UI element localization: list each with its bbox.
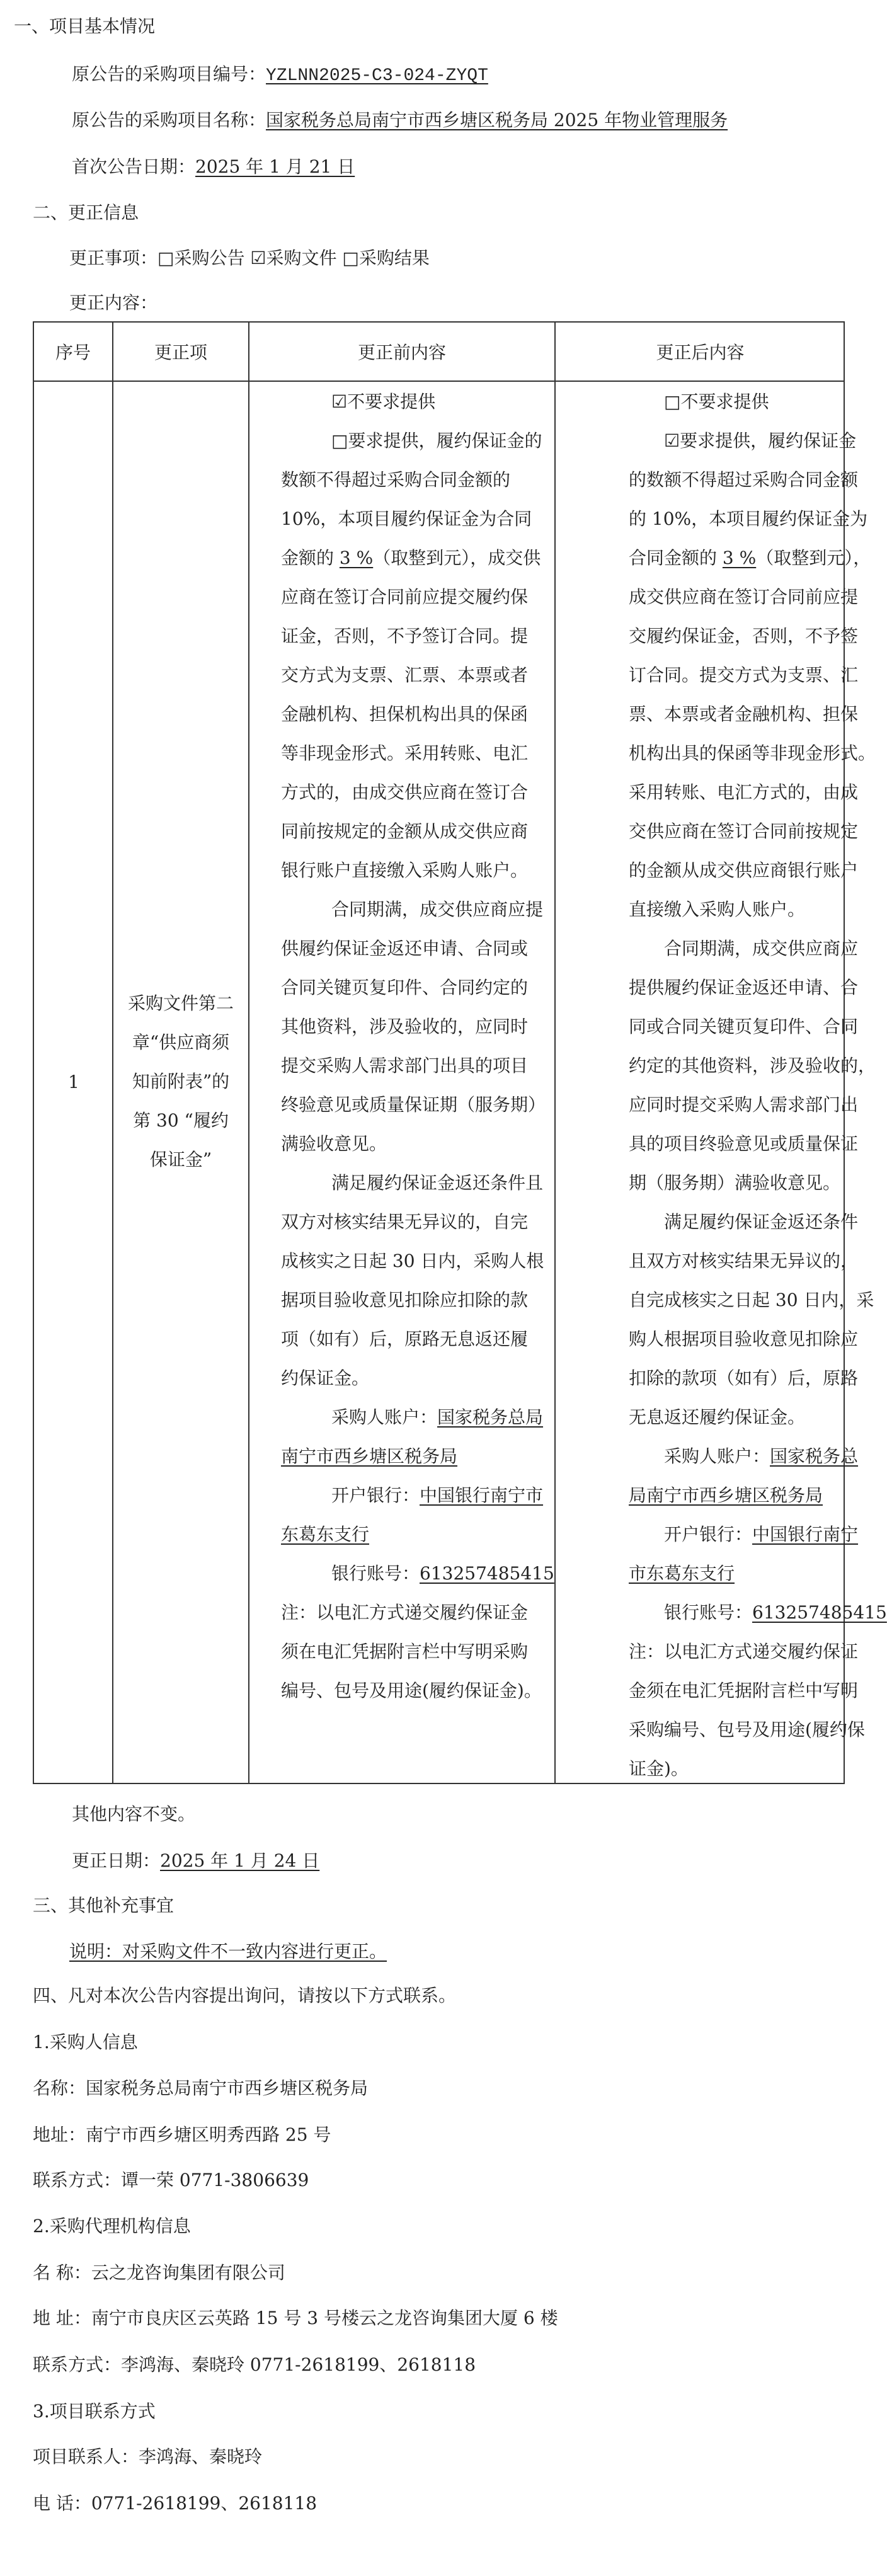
checkbox-announcement: □采购公告	[157, 248, 245, 268]
before-rate-value: 3 %	[339, 547, 374, 568]
agency-address: 地 址：南宁市良庆区云英路 15 号 3 号楼云之龙咨询集团大厦 6 楼	[33, 2308, 558, 2328]
before-line: 南宁市西乡塘区税务局	[281, 1446, 458, 1467]
after-line: 采用转账、电汇方式的，由成	[629, 782, 859, 803]
before-line: □要求提供，履约保证金的	[331, 430, 542, 451]
after-line-deposit-rate	[629, 546, 871, 571]
before-line: 等非现金形式。采用转账、电汇	[281, 743, 529, 764]
before-line: 提交采购人需求部门出具的项目	[281, 1055, 529, 1076]
before-rate-suffix: （取整到元），成交供	[373, 547, 541, 568]
after-line: 订合同。提交方式为支票、汇	[629, 665, 859, 685]
section4-heading: 四、凡对本次公告内容提出询问，请按以下方式联系。	[33, 1985, 457, 2006]
checkbox-documents: ☑采购文件	[250, 248, 337, 268]
first-announcement-date-value: 2025 年 1 月 21 日	[195, 156, 355, 177]
header-after: 更正后内容	[656, 342, 745, 363]
after-line: 同或合同关键页复印件、合同	[629, 1016, 859, 1037]
after-line: 具的项目终验意见或质量保证	[629, 1133, 859, 1154]
after-line: 期（服务期）满验收意见。	[629, 1172, 841, 1193]
update-date-value: 2025 年 1 月 24 日	[160, 1850, 320, 1871]
before-line-deposit-rate	[281, 546, 541, 571]
before-line: 合同期满，成交供应商应提	[331, 899, 544, 920]
project-phone: 电 话：0771-2618199、2618118	[33, 2493, 318, 2514]
section2-heading: 二、更正信息	[33, 202, 139, 223]
first-announcement-date-row	[72, 154, 355, 180]
before-account-value: 国家税务总局	[437, 1407, 544, 1428]
after-line: 交供应商在签订合同前按规定	[629, 821, 859, 842]
before-line: 银行账户直接缴入采购人账户。	[281, 860, 529, 881]
after-line: 金须在电汇凭据附言栏中写明	[629, 1680, 859, 1701]
before-line: 须在电汇凭据附言栏中写明采购	[281, 1641, 529, 1662]
header-seq: 序号	[55, 342, 91, 363]
after-line: 注：以电汇方式递交履约保证	[629, 1641, 859, 1662]
after-line: 合同期满，成交供应商应	[664, 938, 859, 959]
procurement-number-value: YZLNN2025-C3-024-ZYQT	[266, 66, 488, 86]
checkbox-results: □采购结果	[342, 248, 430, 268]
before-bank-account-label: 银行账号：	[331, 1563, 420, 1584]
correction-matters-row	[69, 246, 430, 271]
after-bank-account-value: 613257485415	[752, 1602, 887, 1623]
after-line: □不要求提供	[664, 391, 769, 412]
before-line: 编号、包号及用途(履约保证金)。	[281, 1680, 542, 1701]
project-contact-person: 项目联系人：李鸿海、秦晓玲	[33, 2446, 263, 2467]
before-line: 其他资料，涉及验收的，应同时	[281, 1016, 529, 1037]
procurement-name-row	[72, 108, 728, 133]
supplement-note: 说明：对采购文件不一致内容进行更正。	[69, 1941, 387, 1962]
before-line: 约保证金。	[281, 1368, 370, 1388]
procurement-name-value: 国家税务总局南宁市西乡塘区税务局 2025 年物业管理服务	[266, 110, 728, 130]
after-line: 自完成核实之日起 30 日内，采	[629, 1290, 874, 1310]
project-contact-heading: 3.项目联系方式	[33, 2401, 156, 2422]
before-line: 同前按规定的金额从成交供应商	[281, 821, 529, 842]
after-bank	[664, 1522, 858, 1547]
before-line: 双方对核实结果无异议的，自完	[281, 1211, 529, 1232]
after-line: 应同时提交采购人需求部门出	[629, 1094, 859, 1115]
header-before: 更正前内容	[357, 342, 446, 363]
after-line: 扣除的款项（如有）后，原路	[629, 1368, 859, 1388]
after-line: 满足履约保证金返还条件	[664, 1211, 859, 1232]
purchaser-contact: 联系方式：谭一荣 0771-3806639	[33, 2170, 309, 2190]
before-line: ☑不要求提供	[331, 391, 436, 412]
after-line: 无息返还履约保证金。	[629, 1407, 806, 1428]
after-bank-account	[664, 1600, 887, 1625]
before-line: 供履约保证金返还申请、合同或	[281, 938, 529, 959]
after-rate-prefix: 合同金额的	[629, 547, 723, 568]
agency-heading: 2.采购代理机构信息	[33, 2216, 191, 2236]
before-bank-account	[331, 1561, 554, 1586]
before-line: 方式的，由成交供应商在签订合	[281, 782, 529, 803]
agency-name: 名 称：云之龙咨询集团有限公司	[33, 2262, 285, 2283]
after-line: 机构出具的保函等非现金形式。	[629, 743, 876, 764]
before-line: 据项目验收意见扣除应扣除的款	[281, 1290, 529, 1310]
after-line: 直接缴入采购人账户。	[629, 899, 806, 920]
correction-content-label: 更正内容：	[69, 292, 158, 313]
after-rate-value: 3 %	[722, 547, 757, 568]
before-bank-label: 开户银行：	[331, 1485, 420, 1506]
agency-contact: 联系方式：李鸿海、秦晓玲 0771-2618199、2618118	[33, 2354, 476, 2375]
purchaser-heading: 1.采购人信息	[33, 2032, 138, 2052]
procurement-name-label: 原公告的采购项目名称：	[72, 110, 266, 130]
row-number: 1	[68, 1071, 79, 1092]
after-purchaser-account	[664, 1444, 858, 1469]
correction-matters-label: 更正事项：	[69, 248, 158, 268]
update-date-row	[72, 1848, 319, 1874]
before-line: 证金，否则，不予签订合同。提	[281, 626, 529, 646]
after-line: 约定的其他资料，涉及验收的，	[629, 1055, 876, 1076]
before-line: 满足履约保证金返还条件且	[331, 1172, 544, 1193]
after-line: 票、本票或者金融机构、担保	[629, 704, 859, 724]
before-line: 满验收意见。	[281, 1133, 387, 1154]
after-line: 的数额不得超过采购合同金额	[629, 469, 859, 490]
before-bank-account-value: 613257485415	[420, 1563, 554, 1584]
after-line: 局南宁市西乡塘区税务局	[629, 1485, 823, 1506]
unchanged-note: 其他内容不变。	[72, 1804, 196, 1824]
before-line: 数额不得超过采购合同金额的	[281, 469, 511, 490]
after-line: 采购编号、包号及用途(履约保	[629, 1719, 865, 1740]
before-line: 东葛东支行	[281, 1524, 370, 1545]
before-line: 合同关键页复印件、合同约定的	[281, 977, 529, 998]
before-line: 成核实之日起 30 日内，采购人根	[281, 1251, 544, 1271]
after-line: 购人根据项目验收意见扣除应	[629, 1329, 859, 1349]
correction-table	[33, 321, 887, 1784]
after-line: 证金)。	[629, 1758, 689, 1779]
purchaser-address: 地址：南宁市西乡塘区明秀西路 25 号	[33, 2124, 331, 2145]
after-line: 的金额从成交供应商银行账户	[629, 860, 859, 881]
before-line: 注：以电汇方式递交履约保证金	[281, 1602, 529, 1623]
before-account-label: 采购人账户：	[331, 1407, 438, 1428]
after-account-value: 国家税务总	[770, 1446, 859, 1467]
after-line: 成交供应商在签订合同前应提	[629, 587, 859, 607]
procurement-number-row	[72, 62, 488, 89]
before-bank-value: 中国银行南宁市	[420, 1485, 544, 1506]
before-line: 项（如有）后，原路无息返还履	[281, 1329, 529, 1349]
before-line: 10%，本项目履约保证金为合同	[281, 508, 532, 529]
update-date-label: 更正日期：	[72, 1850, 161, 1871]
after-bank-label: 开户银行：	[664, 1524, 753, 1545]
before-purchaser-account	[331, 1405, 543, 1430]
before-line: 终验意见或质量保证期（服务期）	[281, 1094, 546, 1115]
before-bank	[331, 1483, 543, 1508]
after-content	[629, 381, 887, 1783]
after-rate-suffix: （取整到元），	[756, 547, 871, 568]
after-line: 提供履约保证金返还申请、合	[629, 977, 859, 998]
after-account-label: 采购人账户：	[664, 1446, 770, 1467]
after-line: 市东葛东支行	[629, 1563, 735, 1584]
after-bank-account-label: 银行账号：	[664, 1602, 753, 1623]
procurement-number-label: 原公告的采购项目编号：	[72, 64, 266, 84]
before-rate-prefix: 金额的	[281, 547, 340, 568]
header-item: 更正项	[154, 342, 207, 363]
after-line: ☑要求提供，履约保证金	[664, 430, 857, 451]
section1-heading: 一、项目基本情况	[14, 16, 156, 37]
row-item-cell	[113, 381, 248, 1783]
after-line: 的 10%，本项目履约保证金为	[629, 508, 868, 529]
before-line: 应商在签订合同前应提交履约保	[281, 587, 529, 607]
after-bank-value: 中国银行南宁	[752, 1524, 859, 1545]
before-line: 交方式为支票、汇票、本票或者	[281, 665, 529, 685]
after-line: 交履约保证金，否则，不予签	[629, 626, 859, 646]
section3-heading: 三、其他补充事宜	[33, 1895, 175, 1916]
before-line: 金融机构、担保机构出具的保函	[281, 704, 529, 724]
first-announcement-date-label: 首次公告日期：	[72, 156, 196, 177]
row-item-text: 采购文件第二章“供应商须知前附表”的第 30 “履约保证金”	[127, 993, 234, 1170]
before-content	[281, 381, 595, 1783]
purchaser-name: 名称：国家税务总局南宁市西乡塘区税务局	[33, 2078, 369, 2098]
after-line: 且双方对核实结果无异议的，	[629, 1251, 859, 1271]
